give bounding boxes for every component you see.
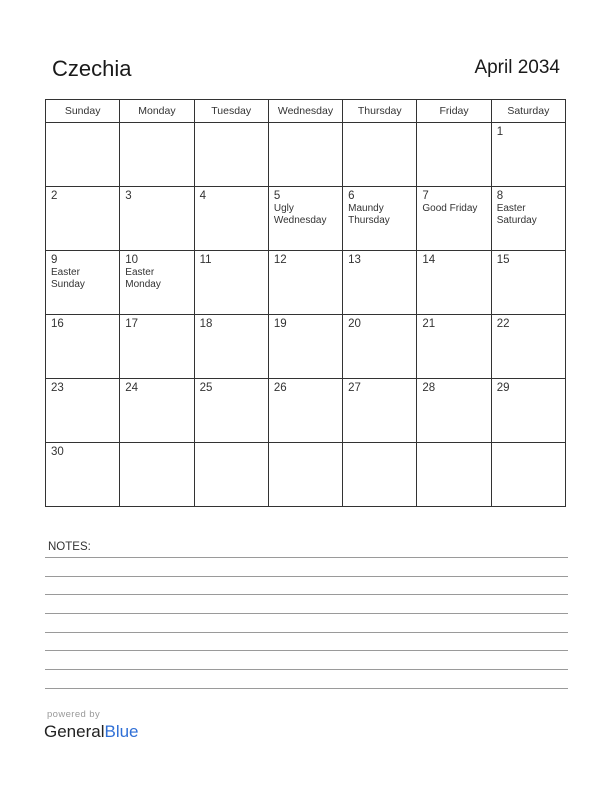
calendar-day-cell bbox=[491, 251, 565, 315]
day-number: 5 bbox=[273, 190, 281, 202]
calendar-day-cell bbox=[491, 379, 565, 443]
calendar-day-cell bbox=[491, 315, 565, 379]
calendar-day-cell bbox=[120, 315, 194, 379]
brand-logo[interactable] bbox=[44, 722, 139, 742]
day-number: 22 bbox=[496, 318, 510, 330]
holiday-label: Ugly Wednesday bbox=[273, 203, 327, 226]
weekday-header: Thursday bbox=[343, 100, 417, 123]
calendar-week-row bbox=[46, 251, 566, 315]
day-number: 11 bbox=[199, 254, 212, 266]
calendar-day-cell bbox=[120, 443, 194, 507]
calendar-day-cell bbox=[268, 315, 342, 379]
day-number: 30 bbox=[51, 446, 64, 458]
holiday-label: Easter Sunday bbox=[51, 267, 85, 290]
calendar-grid bbox=[45, 99, 566, 507]
day-number: 3 bbox=[125, 190, 132, 202]
day-number: 15 bbox=[496, 254, 510, 266]
note-line bbox=[45, 594, 568, 595]
day-number: 16 bbox=[51, 318, 64, 330]
day-number: 25 bbox=[199, 382, 213, 394]
brand-blue-text: Blue bbox=[104, 722, 139, 741]
calendar-day-cell bbox=[491, 187, 565, 251]
note-line bbox=[45, 557, 568, 558]
calendar-day-cell bbox=[268, 187, 342, 251]
calendar-day-cell bbox=[417, 315, 491, 379]
day-number: 20 bbox=[348, 318, 361, 330]
day-number: 24 bbox=[125, 382, 139, 394]
weekday-header: Sunday bbox=[46, 100, 120, 123]
calendar-day-cell bbox=[343, 315, 417, 379]
note-line bbox=[45, 632, 568, 633]
calendar-day-cell bbox=[194, 315, 268, 379]
calendar-day-cell bbox=[268, 123, 342, 187]
holiday-label: Easter Saturday bbox=[496, 203, 537, 226]
calendar-week-row bbox=[46, 123, 566, 187]
calendar-day-cell bbox=[491, 443, 565, 507]
calendar-day-cell bbox=[268, 379, 342, 443]
calendar-day-cell bbox=[46, 379, 120, 443]
calendar-day-cell bbox=[46, 443, 120, 507]
calendar-week-row bbox=[46, 379, 566, 443]
calendar-day-cell bbox=[46, 123, 120, 187]
day-number: 29 bbox=[496, 382, 510, 394]
calendar-day-cell bbox=[343, 123, 417, 187]
holiday-label: Maundy Thursday bbox=[348, 203, 390, 226]
calendar-day-cell bbox=[417, 443, 491, 507]
calendar-day-cell bbox=[417, 187, 491, 251]
day-number: 21 bbox=[422, 318, 436, 330]
calendar-day-cell bbox=[194, 123, 268, 187]
calendar-day-cell bbox=[120, 187, 194, 251]
calendar-day-cell bbox=[491, 123, 565, 187]
calendar-day-cell bbox=[194, 187, 268, 251]
day-number: 7 bbox=[422, 190, 429, 202]
calendar-week-row bbox=[46, 315, 566, 379]
calendar-day-cell bbox=[268, 443, 342, 507]
calendar-day-cell bbox=[343, 251, 417, 315]
calendar-day-cell bbox=[46, 315, 120, 379]
day-number: 19 bbox=[273, 318, 287, 330]
day-number: 23 bbox=[51, 382, 64, 394]
note-line bbox=[45, 669, 568, 670]
day-number: 10 bbox=[125, 254, 139, 266]
weekday-header: Wednesday bbox=[268, 100, 342, 123]
calendar-day-cell bbox=[417, 251, 491, 315]
calendar-day-cell bbox=[120, 123, 194, 187]
day-number: 1 bbox=[496, 126, 504, 138]
calendar-day-cell bbox=[343, 443, 417, 507]
calendar-day-cell bbox=[343, 187, 417, 251]
weekday-header: Monday bbox=[120, 100, 194, 123]
brand-general-text: General bbox=[44, 722, 105, 741]
day-number: 9 bbox=[51, 254, 58, 266]
calendar-month-title: April 2034 bbox=[474, 57, 560, 78]
calendar-day-cell bbox=[343, 379, 417, 443]
day-number: 17 bbox=[125, 318, 139, 330]
calendar-day-cell bbox=[417, 123, 491, 187]
weekday-header: Friday bbox=[417, 100, 491, 123]
powered-by-text: powered by bbox=[47, 709, 101, 720]
calendar-day-cell bbox=[194, 379, 268, 443]
weekday-header: Saturday bbox=[491, 100, 565, 123]
day-number: 28 bbox=[422, 382, 436, 394]
calendar-week-row bbox=[46, 187, 566, 251]
day-number: 27 bbox=[348, 382, 361, 394]
day-number: 13 bbox=[348, 254, 361, 266]
day-number: 8 bbox=[496, 190, 504, 202]
note-line bbox=[45, 613, 568, 614]
weekday-header-row bbox=[46, 100, 566, 123]
calendar-day-cell bbox=[120, 379, 194, 443]
calendar-day-cell bbox=[194, 251, 268, 315]
note-line bbox=[45, 576, 568, 577]
calendar-week-row bbox=[46, 443, 566, 507]
calendar-day-cell bbox=[194, 443, 268, 507]
note-line bbox=[45, 688, 568, 689]
calendar-country-title: Czechia bbox=[52, 56, 132, 81]
weekday-header: Tuesday bbox=[194, 100, 268, 123]
notes-label: NOTES: bbox=[48, 541, 91, 553]
note-line bbox=[45, 650, 568, 651]
day-number: 26 bbox=[273, 382, 287, 394]
day-number: 12 bbox=[273, 254, 287, 266]
calendar-day-cell bbox=[417, 379, 491, 443]
day-number: 18 bbox=[199, 318, 213, 330]
day-number: 14 bbox=[422, 254, 436, 266]
holiday-label: Easter Monday bbox=[125, 267, 161, 290]
day-number: 4 bbox=[199, 190, 206, 202]
calendar-day-cell bbox=[46, 187, 120, 251]
calendar-day-cell bbox=[46, 251, 120, 315]
holiday-label: Good Friday bbox=[422, 203, 478, 214]
day-number: 2 bbox=[51, 190, 58, 202]
calendar-day-cell bbox=[120, 251, 194, 315]
calendar-day-cell bbox=[268, 251, 342, 315]
day-number: 6 bbox=[348, 190, 355, 202]
